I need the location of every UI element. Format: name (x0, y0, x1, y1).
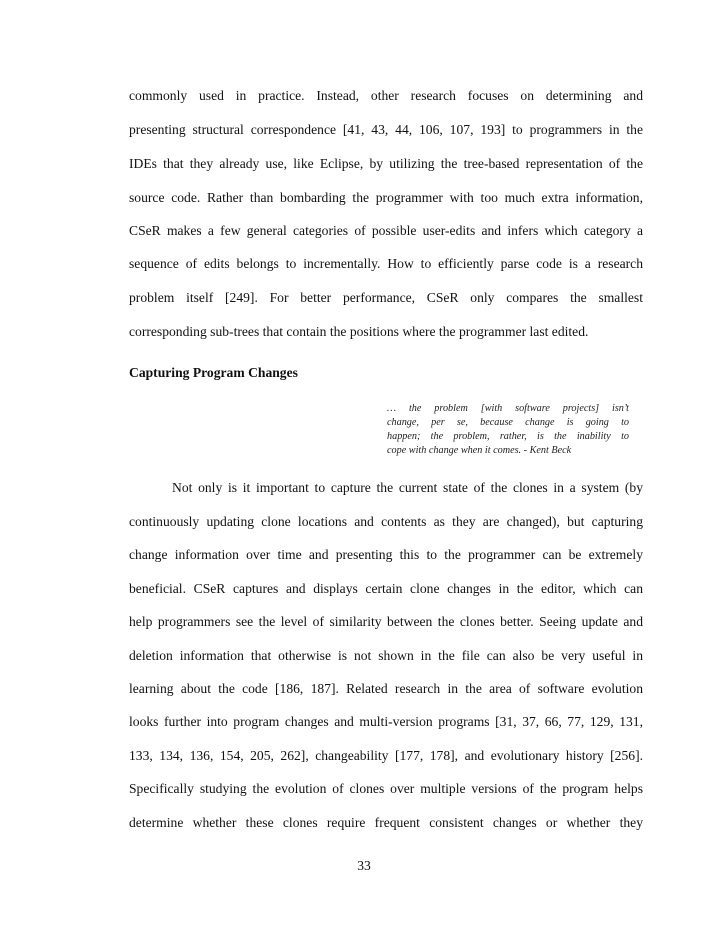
paragraph-1-line: presenting structural correspondence [41, 43, 44, 106, 107, 193] to programmers in the (129, 122, 643, 137)
paragraph-2-line: Not only is it important to capture the current state of the clones in a system (by (172, 480, 643, 495)
paragraph-2-line: continuously updating clone locations and contents as they are changed), but capturing (129, 514, 643, 529)
paragraph-2-line: beneficial. CSeR captures and displays certain clone changes in the editor, which can (129, 581, 643, 596)
paragraph-2-line: 133, 134, 136, 154, 205, 262], changeability [177, 178], and evolutionary history [256]. (129, 748, 643, 763)
epigraph-line: change, per se, because change is going to (387, 417, 629, 428)
paragraph-1-line: source code. Rather than bombarding the programmer with too much extra information, (129, 190, 643, 205)
paragraph-2-line: help programmers see the level of similarity between the clones better. Seeing update and (129, 614, 643, 629)
paragraph-1-line: problem itself [249]. For better performance, CSeR only compares the smallest (129, 290, 643, 305)
section-heading: Capturing Program Changes (129, 365, 298, 380)
paragraph-1-line: sequence of edits belongs to incrementally. How to efficiently parse code is a research (129, 256, 643, 271)
paragraph-2-line: determine whether these clones require frequent consistent changes or whether they (129, 815, 643, 830)
paragraph-2-line: Specifically studying the evolution of clones over multiple versions of the program helps (129, 781, 643, 796)
epigraph-line: cope with change when it comes. - Kent Beck (387, 445, 572, 456)
epigraph-line: happen; the problem, rather, is the inability to (387, 431, 629, 442)
epigraph-line: … the problem [with software projects] isn’t (387, 403, 629, 414)
paragraph-1-line: corresponding sub-trees that contain the positions where the programmer last edited. (129, 324, 589, 339)
page-number: 33 (357, 858, 371, 873)
paragraph-2-line: looks further into program changes and multi-version programs [31, 37, 66, 77, 129, 131, (129, 714, 643, 729)
paragraph-1-line: commonly used in practice. Instead, other research focuses on determining and (129, 88, 643, 103)
paragraph-1-line: CSeR makes a few general categories of possible user-edits and infers which category a (129, 223, 643, 238)
paragraph-2-line: learning about the code [186, 187]. Related research in the area of software evolution (129, 681, 643, 696)
paragraph-1-line: IDEs that they already use, like Eclipse, by utilizing the tree-based representation of the (129, 156, 643, 171)
paragraph-2-line: change information over time and presenting this to the programmer can be extremely (129, 547, 643, 562)
paragraph-2-line: deletion information that otherwise is not shown in the file can also be very useful in (129, 648, 643, 663)
